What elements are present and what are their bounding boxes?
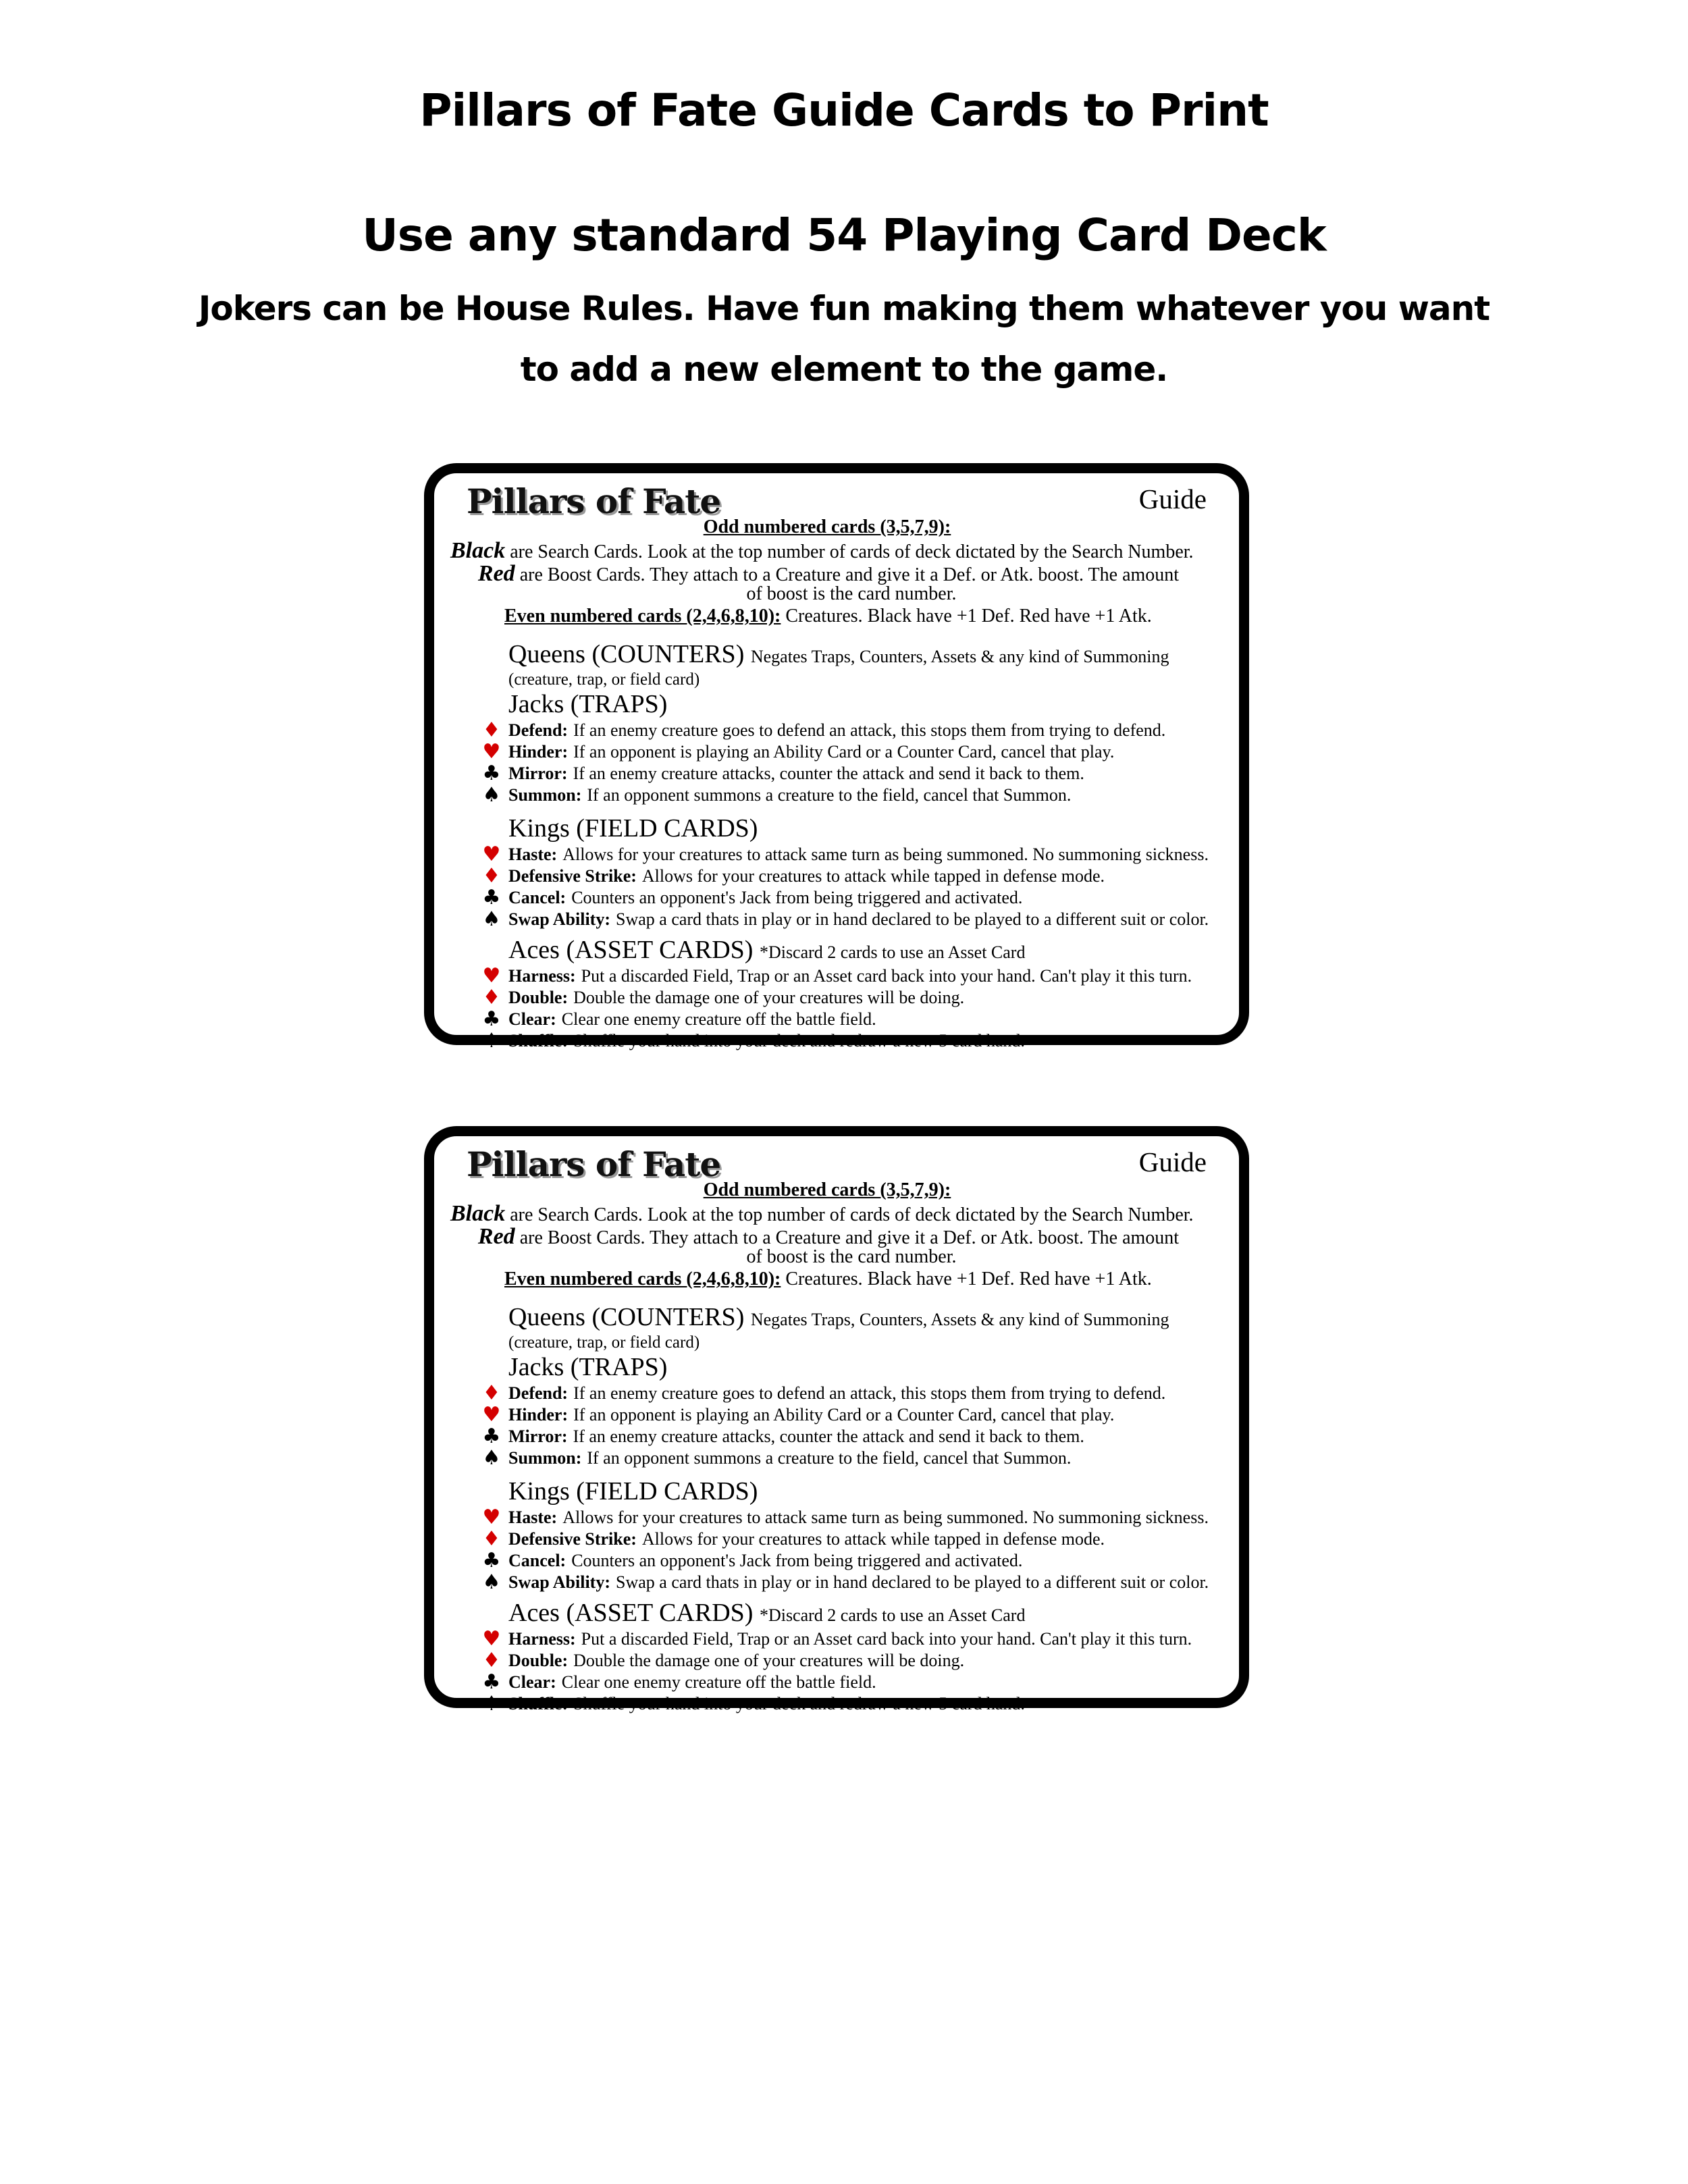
rule-text: If an opponent summons a creature to the field, cancel that Summon. <box>587 1448 1072 1468</box>
spade-icon: ♠ <box>482 783 501 807</box>
rule-text: Shuffle your hand into your deck and redraw a new 5 card hand. <box>573 1031 1025 1050</box>
red-boost-rule: Red are Boost Cards. They attach to a Creature and give it a Def. or Atk. boost. The amount <box>477 561 1180 586</box>
rule-text: Allows for your creatures to attack same turn as being summoned. No summoning sickness. <box>562 845 1209 864</box>
rule-text: Clear one enemy creature off the battle field. <box>561 1009 876 1029</box>
card-logo: Pillars of Fate <box>467 1144 721 1184</box>
rule-text: If an opponent is playing an Ability Card or a Counter Card, cancel that play. <box>573 742 1115 762</box>
jacks-rule-heart <box>480 1404 1114 1426</box>
jacks-section-title: Jacks (TRAPS) <box>508 690 668 718</box>
spade-icon: ♠ <box>482 1692 501 1715</box>
kings-rule-diamond <box>480 865 1105 887</box>
aces-rule-heart <box>480 965 1192 987</box>
rule-label: Defend: <box>508 1383 569 1403</box>
guide-card-2 <box>424 1126 1249 1715</box>
rule-text: If an enemy creature goes to defend an attack, this stops them from trying to defend. <box>573 1383 1166 1403</box>
kings-rule-spade <box>480 1572 1209 1593</box>
rule-text: Shuffle your hand into your deck and redraw a new 5 card hand. <box>573 1694 1025 1713</box>
rule-label: Cancel: <box>508 888 566 907</box>
page-title: Pillars of Fate Guide Cards to Print <box>419 84 1269 136</box>
rule-label: Shuffle: <box>508 1694 569 1713</box>
spade-icon: ♠ <box>482 1570 501 1594</box>
even-cards-rule: Even numbered cards (2,4,6,8,10): Creatures. Black have +1 Def. Red have +1 Atk. <box>504 1269 1152 1289</box>
page-note-line-1: Jokers can be House Rules. Have fun making them whatever you want <box>198 289 1490 328</box>
spade-icon: ♠ <box>482 1446 501 1470</box>
club-icon: ♣ <box>482 1424 501 1448</box>
rule-text: Counters an opponent's Jack from being triggered and activated. <box>571 1551 1023 1570</box>
rule-label: Haste: <box>508 1508 558 1527</box>
diamond-icon: ♦ <box>482 986 501 1009</box>
queens-note: (creature, trap, or field card) <box>508 1333 700 1352</box>
rule-label: Swap Ability: <box>508 1572 610 1592</box>
spade-icon: ♠ <box>482 907 501 931</box>
diamond-icon: ♦ <box>482 864 501 888</box>
rule-label: Summon: <box>508 785 582 805</box>
rule-text: If an enemy creature attacks, counter the attack and send it back to them. <box>573 764 1084 783</box>
card-guide-tag: Guide <box>1138 483 1207 514</box>
odd-cards-heading: Odd numbered cards (3,5,7,9): <box>703 1179 951 1200</box>
rule-text: If an opponent summons a creature to the field, cancel that Summon. <box>587 785 1072 805</box>
club-icon: ♣ <box>482 1549 501 1572</box>
card-guide-tag: Guide <box>1138 1146 1207 1177</box>
rule-label: Harness: <box>508 1629 576 1649</box>
red-boost-rule: Red are Boost Cards. They attach to a Creature and give it a Def. or Atk. boost. The amount <box>477 1224 1180 1249</box>
rule-text: Swap a card thats in play or in hand declared to be played to a different suit or color. <box>616 1572 1209 1592</box>
rule-label: Summon: <box>508 1448 582 1468</box>
rule-text: Allows for your creatures to attack while tapped in defense mode. <box>641 866 1105 886</box>
aces-section-title: Aces (ASSET CARDS) *Discard 2 cards to use an Asset Card <box>508 1599 1026 1627</box>
queens-note: (creature, trap, or field card) <box>508 670 700 689</box>
rule-text: Double the damage one of your creatures will be doing. <box>573 988 965 1007</box>
kings-section-title: Kings (FIELD CARDS) <box>508 1477 758 1506</box>
black-search-rule: Black are Search Cards. Look at the top number of cards of deck dictated by the Search Number. <box>450 538 1194 563</box>
page-note-line-2: to add a new element to the game. <box>520 350 1168 389</box>
red-boost-rule-cont: of boost is the card number. <box>746 583 957 604</box>
queens-section-title: Queens (COUNTERS) Negates Traps, Counters, Assets & any kind of Summoning <box>508 640 1169 668</box>
rule-text: Put a discarded Field, Trap or an Asset card back into your hand. Can't play it this turn. <box>581 966 1192 986</box>
black-search-rule: Black are Search Cards. Look at the top number of cards of deck dictated by the Search Number. <box>450 1201 1194 1226</box>
rule-label: Defensive Strike: <box>508 866 637 886</box>
rule-label: Mirror: <box>508 1427 568 1446</box>
club-icon: ♣ <box>482 1670 501 1694</box>
heart-icon: ♥ <box>482 964 501 988</box>
aces-rule-club <box>480 1672 876 1693</box>
club-icon: ♣ <box>482 886 501 909</box>
rule-label: Shuffle: <box>508 1031 569 1050</box>
jacks-rule-diamond <box>480 1383 1165 1404</box>
jacks-rule-heart <box>480 741 1114 763</box>
kings-rule-diamond <box>480 1528 1105 1550</box>
rule-label: Hinder: <box>508 742 569 762</box>
diamond-icon: ♦ <box>482 718 501 742</box>
kings-rule-heart <box>480 1507 1209 1528</box>
diamond-icon: ♦ <box>482 1649 501 1672</box>
rule-text: If an enemy creature goes to defend an attack, this stops them from trying to defend. <box>573 720 1166 740</box>
kings-rule-club <box>480 1550 1022 1572</box>
rule-label: Double: <box>508 1651 569 1670</box>
aces-rule-diamond <box>480 987 964 1009</box>
aces-section-title: Aces (ASSET CARDS) *Discard 2 cards to use an Asset Card <box>508 936 1026 964</box>
rule-text: Allows for your creatures to attack same turn as being summoned. No summoning sickness. <box>562 1508 1209 1527</box>
aces-rule-diamond <box>480 1650 964 1672</box>
heart-icon: ♥ <box>482 1506 501 1529</box>
rule-label: Defend: <box>508 720 569 740</box>
rule-text: Swap a card thats in play or in hand declared to be played to a different suit or color. <box>616 909 1209 929</box>
kings-rule-spade <box>480 909 1209 930</box>
rule-label: Swap Ability: <box>508 909 610 929</box>
jacks-rule-spade <box>480 784 1071 806</box>
jacks-rule-club <box>480 1426 1084 1447</box>
club-icon: ♣ <box>482 1007 501 1031</box>
spade-icon: ♠ <box>482 1029 501 1053</box>
rule-label: Cancel: <box>508 1551 566 1570</box>
rule-label: Haste: <box>508 845 558 864</box>
aces-rule-heart <box>480 1628 1192 1650</box>
rule-text: Put a discarded Field, Trap or an Asset card back into your hand. Can't play it this turn. <box>581 1629 1192 1649</box>
diamond-icon: ♦ <box>482 1527 501 1551</box>
rule-label: Defensive Strike: <box>508 1529 637 1549</box>
jacks-rule-diamond <box>480 720 1165 741</box>
heart-icon: ♥ <box>482 740 501 764</box>
club-icon: ♣ <box>482 762 501 785</box>
kings-rule-heart <box>480 844 1209 865</box>
odd-cards-heading: Odd numbered cards (3,5,7,9): <box>703 516 951 537</box>
heart-icon: ♥ <box>482 1403 501 1427</box>
jacks-section-title: Jacks (TRAPS) <box>508 1353 668 1381</box>
red-boost-rule-cont: of boost is the card number. <box>746 1246 957 1267</box>
guide-card-1 <box>424 463 1249 1053</box>
heart-icon: ♥ <box>482 843 501 866</box>
jacks-rule-spade <box>480 1447 1071 1469</box>
diamond-icon: ♦ <box>482 1381 501 1405</box>
rule-label: Clear: <box>508 1672 556 1692</box>
card-logo: Pillars of Fate <box>467 481 721 521</box>
rule-text: Counters an opponent's Jack from being triggered and activated. <box>571 888 1023 907</box>
kings-rule-club <box>480 887 1022 909</box>
page-subtitle: Use any standard 54 Playing Card Deck <box>362 209 1326 261</box>
rule-label: Mirror: <box>508 764 568 783</box>
kings-section-title: Kings (FIELD CARDS) <box>508 814 758 843</box>
rule-label: Harness: <box>508 966 576 986</box>
rule-text: Clear one enemy creature off the battle field. <box>561 1672 876 1692</box>
rule-text: Double the damage one of your creatures will be doing. <box>573 1651 965 1670</box>
aces-rule-spade <box>480 1030 1025 1052</box>
rule-label: Hinder: <box>508 1405 569 1424</box>
even-cards-rule: Even numbered cards (2,4,6,8,10): Creatures. Black have +1 Def. Red have +1 Atk. <box>504 606 1152 627</box>
heart-icon: ♥ <box>482 1627 501 1651</box>
rule-text: Allows for your creatures to attack while tapped in defense mode. <box>641 1529 1105 1549</box>
rule-label: Double: <box>508 988 569 1007</box>
jacks-rule-club <box>480 763 1084 784</box>
rule-text: If an opponent is playing an Ability Card or a Counter Card, cancel that play. <box>573 1405 1115 1424</box>
rule-label: Clear: <box>508 1009 556 1029</box>
rule-text: If an enemy creature attacks, counter the attack and send it back to them. <box>573 1427 1084 1446</box>
queens-section-title: Queens (COUNTERS) Negates Traps, Counters, Assets & any kind of Summoning <box>508 1303 1169 1331</box>
aces-rule-club <box>480 1009 876 1030</box>
aces-rule-spade <box>480 1693 1025 1715</box>
